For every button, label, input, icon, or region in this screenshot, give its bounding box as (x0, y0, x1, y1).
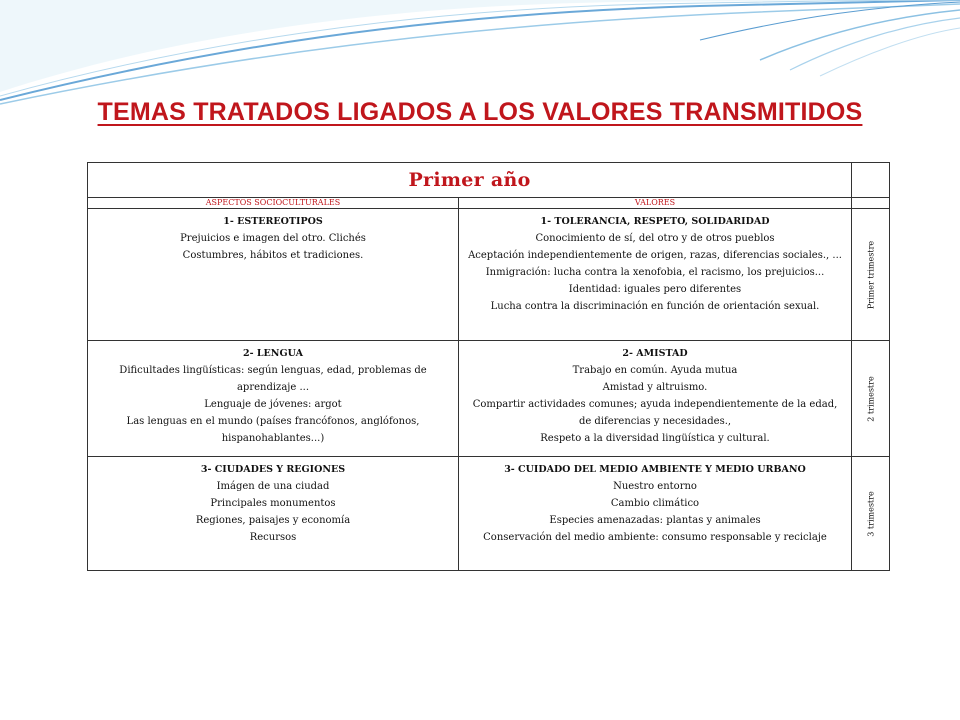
value-cell (459, 209, 852, 341)
aspect-heading: 3- CIUDADES Y REGIONES (200, 464, 346, 475)
value-heading: 1- TOLERANCIA, RESPETO, SOLIDARIDAD (540, 216, 770, 227)
value-line: Inmigración: lucha contra la xenofobia, el racismo, los prejuicios... (485, 267, 825, 278)
value-line: Aceptación independientemente de origen, razas, diferencias sociales., ... (468, 250, 842, 261)
value-line: Conservación del medio ambiente: consumo responsable y reciclaje (483, 532, 827, 543)
term-label: Primer trimestre (866, 240, 876, 309)
column-header-aspectos: ASPECTOS SOCIOCULTURALES (88, 198, 459, 209)
value-line: Amistad y altruismo. (602, 382, 708, 393)
term-label: 2 trimestre (866, 375, 876, 422)
aspect-line: Principales monumentos (210, 498, 336, 509)
aspect-line: Prejuicios e imagen del otro. Clichés (180, 233, 366, 244)
value-line: Respeto a la diversidad lingüística y cultural. (540, 433, 770, 444)
aspect-line: Las lenguas en el mundo (países francófonos, anglófonos, hispanohablantes...) (126, 416, 420, 444)
aspect-heading: 2- LENGUA (243, 348, 303, 359)
aspect-line: Costumbres, hábitos et tradiciones. (182, 250, 364, 261)
value-cell (459, 457, 852, 571)
aspect-cell (88, 341, 459, 457)
value-line: Especies amenazadas: plantas y animales (549, 515, 761, 526)
value-line: Lucha contra la discriminación en función de orientación sexual. (490, 301, 820, 312)
table-row (88, 341, 890, 457)
term-cell (852, 209, 890, 341)
value-line: Identidad: iguales pero diferentes (568, 284, 742, 295)
term-label: 3 trimestre (866, 490, 876, 537)
value-heading: 3- CUIDADO DEL MEDIO AMBIENTE Y MEDIO URBANO (504, 464, 806, 475)
year-heading: Primer año (88, 163, 852, 198)
value-line: Nuestro entorno (613, 481, 697, 492)
aspect-cell (88, 457, 459, 571)
value-cell (459, 341, 852, 457)
aspect-line: Imágen de una ciudad (216, 481, 330, 492)
aspect-line: Recursos (249, 532, 297, 543)
value-line: Cambio climático (610, 498, 700, 509)
value-line: Conocimiento de sí, del otro y de otros pueblos (535, 233, 775, 244)
column-header-valores: VALORES (459, 198, 852, 209)
header-row (88, 198, 890, 209)
table-row (88, 457, 890, 571)
value-line: Compartir actividades comunes; ayuda independientemente de la edad, de diferencias y necesidades., (472, 399, 838, 427)
value-heading: 2- AMISTAD (622, 348, 688, 359)
aspect-line: Lenguaje de jóvenes: argot (204, 399, 342, 410)
year-empty-cell (852, 163, 890, 198)
aspect-cell (88, 209, 459, 341)
aspect-line: Dificultades lingüísticas: según lenguas, edad, problemas de aprendizaje ... (119, 365, 427, 393)
term-cell (852, 457, 890, 571)
values-table (87, 162, 890, 571)
page-title: TEMAS TRATADOS LIGADOS A LOS VALORES TRANSMITIDOS (97, 98, 863, 126)
aspect-heading: 1- ESTEREOTIPOS (223, 216, 323, 227)
aspect-line: Regiones, paisajes y economía (195, 515, 351, 526)
year-row (88, 163, 890, 198)
header-empty-cell (852, 198, 890, 209)
table-row (88, 209, 890, 341)
value-line: Trabajo en común. Ayuda mutua (572, 365, 738, 376)
term-cell (852, 341, 890, 457)
